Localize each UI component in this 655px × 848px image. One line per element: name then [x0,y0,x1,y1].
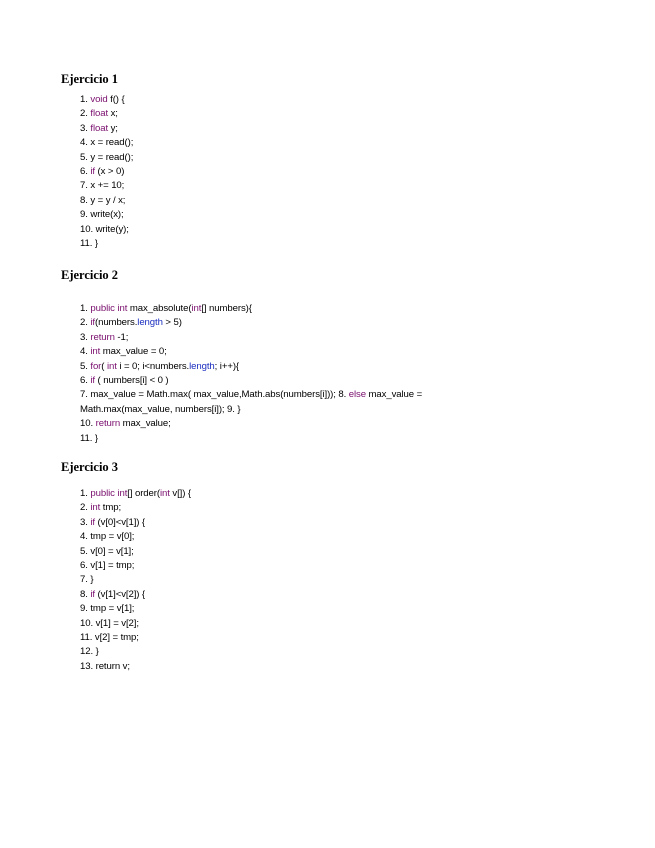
code-keyword: for [90,360,102,372]
code-line [80,602,500,616]
code-text: f() { [107,94,125,105]
code-text: ( [101,360,107,372]
code-keyword: if [90,588,95,600]
code-text: (x > 0) [94,165,125,177]
code-keyword: float [90,122,109,134]
code-line [80,165,500,179]
code-line [80,545,500,559]
code-line [80,417,500,431]
code-text: 6. v[1] = tmp; [80,559,135,571]
code-line [80,573,500,587]
code-text: 3. [80,122,91,134]
code-line [80,223,500,237]
code-line [80,237,500,251]
code-text: x; [108,108,118,120]
code-keyword: public [90,303,115,314]
code-line [80,501,500,515]
code-line [80,487,500,501]
code-keyword: return [95,418,121,430]
code-keyword: int [90,346,101,358]
code-text: 11. } [80,432,98,444]
code-text: 5. v[0] = v[1]; [80,545,134,557]
code-text: 13. return v; [80,660,130,672]
code-text: 9. tmp = v[1]; [80,603,135,615]
code-text: 8. y = y / x; [80,194,126,206]
code-line [80,194,500,208]
code-text: 7. } [80,574,94,586]
code-text: 5. y = read(); [80,151,134,163]
code-text: tmp; [100,502,122,514]
code-text: max_value = 0; [100,346,167,358]
code-text: 10. write(y); [80,223,129,235]
exercise-3-heading: Ejercicio 3 [61,460,119,474]
code-line [80,179,500,193]
code-text: ; i++){ [214,360,240,372]
code-line [80,617,500,631]
code-text: 8. [80,588,91,600]
code-text: 12. } [80,646,99,658]
code-text: 3. [80,331,91,343]
code-text: 6. [80,374,91,386]
exercise-2-heading: Ejercicio 2 [61,268,119,282]
code-keyword: else [348,389,366,401]
code-text: 5. [80,360,91,372]
code-keyword: void [90,94,108,105]
code-keyword: return [90,331,115,343]
code-text: v[]) { [169,488,191,499]
code-text: 2. [80,502,91,514]
code-line [80,388,500,417]
code-keyword: int [106,360,117,372]
exercise-2-code [80,302,500,446]
code-keyword: int [90,502,101,514]
code-line [80,345,500,359]
code-text: 7. x += 10; [80,180,125,192]
code-text: 2. [80,108,91,120]
code-text: (v[1]<v[2]) { [94,588,146,600]
code-keyword: int [191,303,202,314]
code-line [80,516,500,530]
code-text: 1. [80,94,91,105]
exercise-1-code [80,93,500,251]
code-keyword: int [117,303,128,314]
code-line [80,631,500,645]
code-text: 10. v[1] = v[2]; [80,617,139,629]
code-text: (numbers. [94,317,138,329]
code-text: 6. [80,165,91,177]
code-line [80,151,500,165]
code-text: > 5) [162,317,182,329]
code-line [80,208,500,222]
code-keyword: int [117,488,128,499]
code-line [80,559,500,573]
code-text: 2. [80,317,91,329]
code-line [80,302,500,316]
code-text: 1. [80,488,91,499]
code-line [80,588,500,602]
exercise-1-heading: Ejercicio 1 [61,72,119,86]
code-text: 11. } [80,237,98,249]
code-text: (v[0]<v[1]) { [94,516,146,528]
code-line [80,432,500,446]
code-text: max_absolute( [127,303,192,314]
code-text: 1. [80,303,91,314]
code-line [80,660,500,674]
code-line [80,136,500,150]
code-text: y; [108,122,118,134]
code-property: length [137,317,163,329]
code-text: 3. [80,516,91,528]
code-text: ( numbers[i] < 0 ) [94,374,169,386]
code-line [80,93,500,107]
code-line [80,107,500,121]
code-line [80,645,500,659]
code-text: 4. tmp = v[0]; [80,531,135,543]
exercise-3-code [80,487,500,674]
code-text: 7. max_value = Math.max( max_value,Math.abs(numbers[i])); 8. [80,389,349,401]
code-keyword: public [90,488,115,499]
code-text: max_value; [120,418,171,430]
code-keyword: if [90,374,95,386]
code-line [80,360,500,374]
code-line [80,530,500,544]
code-text: max_value = Math.max(max_value, numbers[i]); 9. } [80,389,423,415]
code-text: 11. v[2] = tmp; [80,631,139,643]
code-text: 4. x = read(); [80,137,134,149]
code-property: length [189,360,215,372]
code-text: -1; [114,331,129,343]
code-text: [] order( [127,488,160,499]
code-text: 9. write(x); [80,209,124,221]
code-text: [] numbers){ [201,303,252,314]
code-text: 4. [80,346,91,358]
code-keyword: int [159,488,170,499]
code-line [80,331,500,345]
code-keyword: if [90,516,95,528]
code-text: 10. [80,418,96,430]
code-line [80,122,500,136]
code-text: i = 0; i<numbers. [116,360,190,372]
code-line [80,316,500,330]
code-keyword: if [90,317,95,329]
code-line [80,374,500,388]
code-keyword: float [90,108,109,120]
code-keyword: if [90,165,95,177]
